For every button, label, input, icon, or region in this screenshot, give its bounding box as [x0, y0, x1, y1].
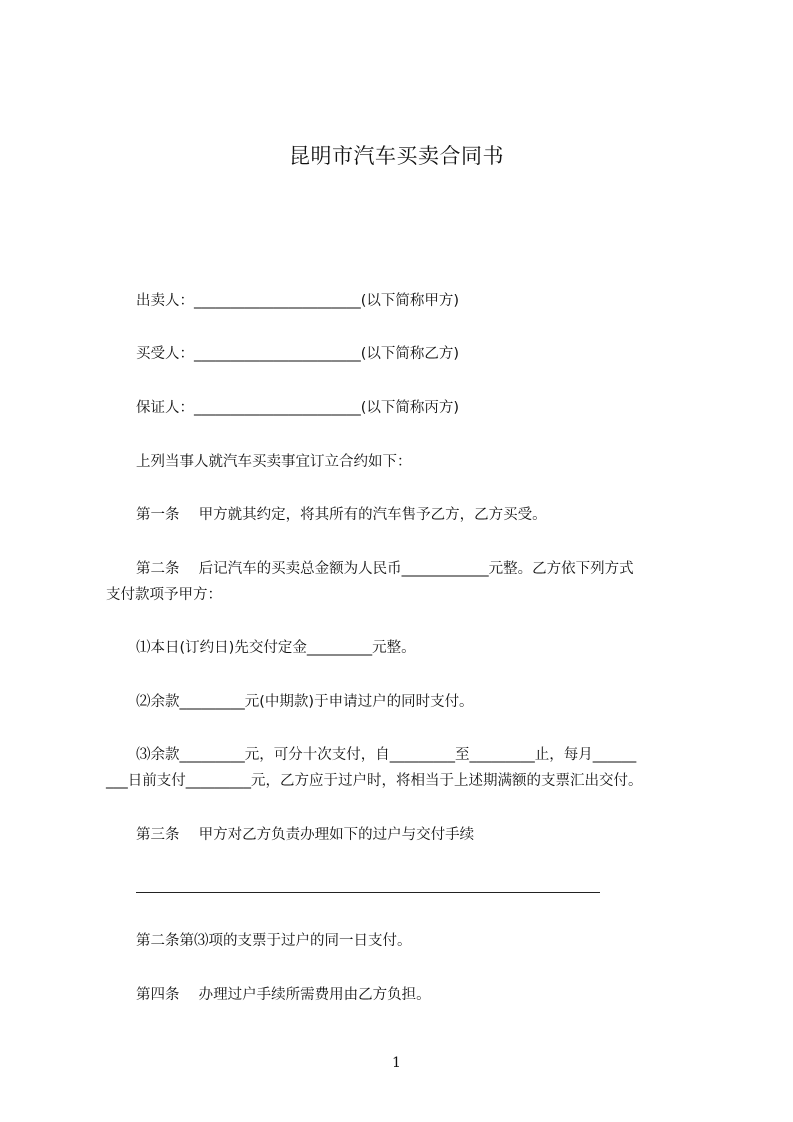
article-3-note: 第二条第⑶项的支票于过户的同一日支付。	[136, 933, 412, 949]
article-2-item-1: ⑴本日(订约日)先交付定金_________元整。	[136, 640, 416, 656]
article-2-item-3-line-2: ___日前支付_________元，乙方应于过户时，将相当于上述期满额的支票汇出交付。	[106, 773, 643, 789]
seller-line: 出卖人：_______________________(以下简称甲方)	[136, 293, 460, 309]
article-2-item-2: ⑵余款_________元(中期款)于申请过户的同时支付。	[136, 694, 474, 710]
page-title: 昆明市汽车买卖合同书	[289, 144, 504, 168]
page-number: 1	[392, 1055, 401, 1071]
buyer-line: 买受人：_______________________(以下简称乙方)	[136, 346, 460, 362]
intro-paragraph: 上列当事人就汽车买卖事宜订立合约如下：	[136, 454, 412, 470]
article-3: 第三条 甲方对乙方负责办理如下的过户与交付手续	[136, 827, 475, 843]
article-2-line-1: 第二条 后记汽车的买卖总金额为人民币____________元整。乙方依下列方式	[136, 561, 634, 577]
guarantor-line: 保证人：_______________________(以下简称丙方)	[136, 400, 460, 416]
article-2-item-3-line-1: ⑶余款_________元，可分十次支付，自_________至_________止，每月______	[136, 747, 637, 763]
article-4: 第四条 办理过户手续所需费用由乙方负担。	[136, 987, 431, 1003]
article-2-line-2: 支付款项予甲方：	[106, 587, 222, 603]
article-1: 第一条 甲方就其约定，将其所有的汽车售予乙方，乙方买受。	[136, 507, 547, 523]
blank-fill-line	[136, 892, 600, 893]
